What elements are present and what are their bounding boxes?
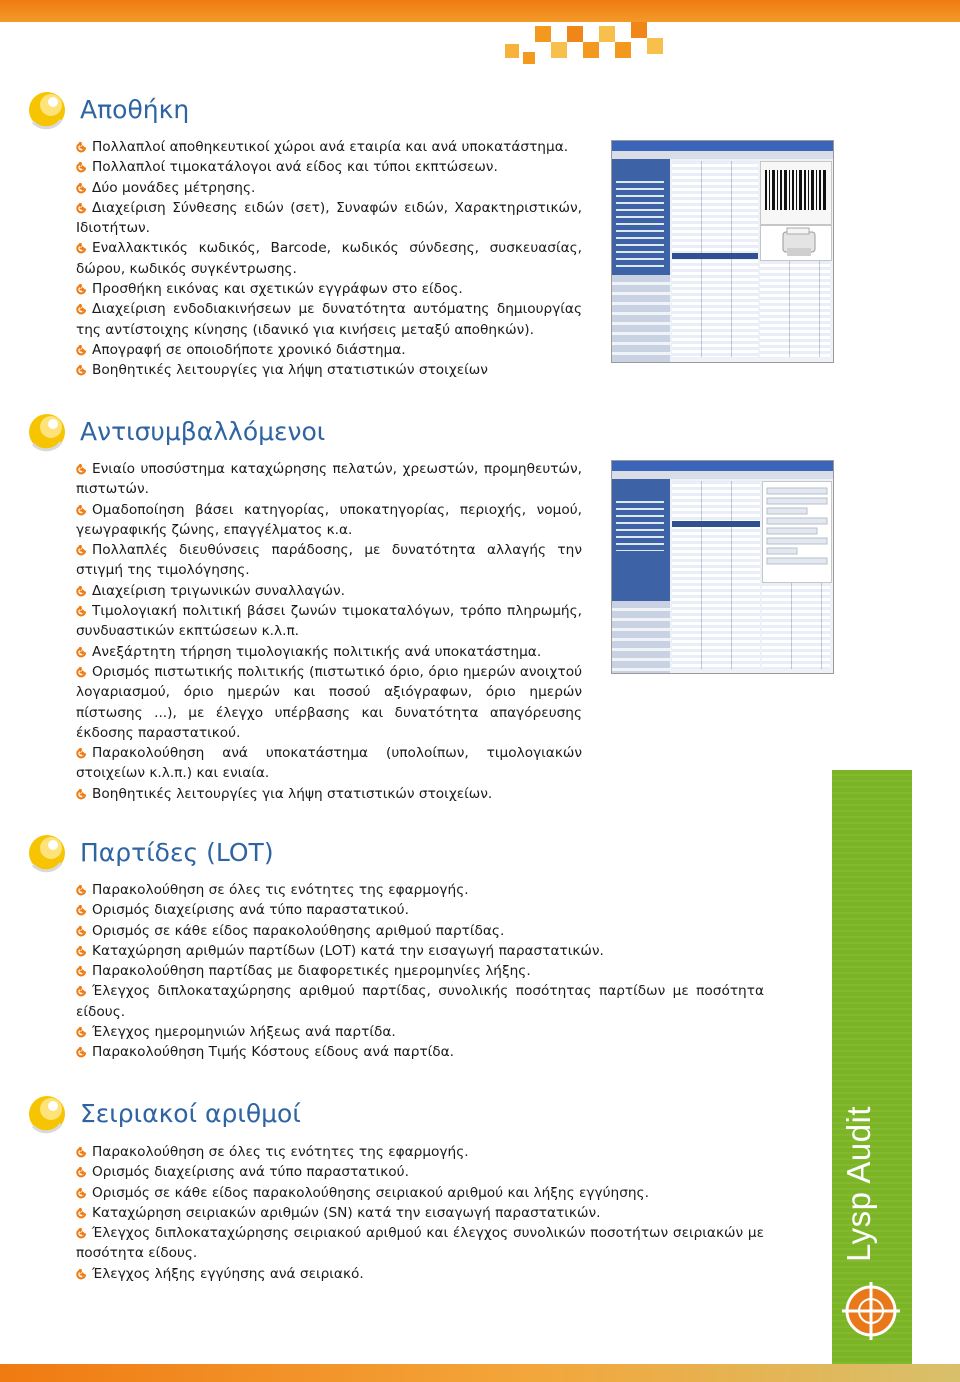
section-title-lots: Παρτίδες (LOT) (80, 838, 274, 867)
arrow-icon (76, 304, 87, 315)
section-bullet-icon (27, 1092, 69, 1134)
window-menubar (612, 151, 833, 159)
arrow-icon (76, 243, 87, 254)
list-item: Πολλαπλοί τιμοκατάλογοι ανά είδος και τύποι εκπτώσεων. (76, 157, 582, 177)
section-title-serials: Σειριακοί αριθμοί (80, 1099, 301, 1128)
arrow-icon (76, 986, 87, 997)
customers-grid (672, 481, 760, 669)
lots-bullet-list (76, 880, 764, 1063)
list-item: Έλεγχος ημερομηνιών λήξεως ανά παρτίδα. (76, 1022, 764, 1042)
list-item: Ορισμός σε κάθε είδος παρακολούθησης αριθμού παρτίδας. (76, 921, 764, 941)
arrow-icon (76, 505, 87, 516)
list-item: Ορισμός διαχείρισης ανά τύπο παραστατικού. (76, 1162, 764, 1182)
serials-bullet-list (76, 1142, 764, 1284)
arrow-icon (76, 545, 87, 556)
arrow-icon (76, 1228, 87, 1239)
list-item: Ορισμός σε κάθε είδος παρακολούθησης σειριακού αριθμού και λήξης εγγύησης. (76, 1183, 764, 1203)
contacts-bullet-list (76, 459, 582, 804)
module-list (612, 275, 670, 362)
customer-balance-grid (762, 583, 830, 669)
warehouse-app-screenshot (611, 140, 834, 363)
arrow-icon (76, 586, 87, 597)
list-item: Προσθήκη εικόνας και σχετικών εγγράφων στο είδος. (76, 279, 582, 299)
selected-row (672, 521, 760, 527)
customer-form-panel (762, 481, 832, 583)
section-bullet-icon (27, 410, 69, 452)
module-list (612, 601, 670, 673)
list-item: Ορισμός πιστωτικής πολιτικής (πιστωτικό όριο, όριο ημερών ανοιχτού λογαριασμού, όριο ημερών και ποσού αξιόγραφων, όριο ημερών πίστωσης ...), με έλεγχο υπέρβασης και δυνατότητα απαγόρευσης έκδοσης παραστατικού. (76, 663, 582, 741)
section-title-warehouse: Αποθήκη (80, 95, 190, 124)
arrow-icon (76, 926, 87, 937)
printer-icon (761, 226, 831, 260)
list-item: Τιμολογιακή πολιτική βάσει ζωνών τιμοκαταλόγων, τρόπο πληρωμής, συνδυαστικών εκπτώσεων κ.λ.π. (76, 603, 582, 640)
product-image-panel (760, 225, 832, 261)
section-bullet-icon (27, 831, 69, 873)
list-item: Πολλαπλοί αποθηκευτικοί χώροι ανά εταιρία και ανά υποκατάστημα. (76, 137, 582, 157)
list-item: Παρακολούθηση σε όλες τις ενότητες της εφαρμογής. (76, 1142, 764, 1162)
arrow-icon (76, 142, 87, 153)
arrow-icon (76, 748, 87, 759)
item-details-grid (760, 261, 830, 357)
arrow-icon (76, 647, 87, 658)
list-item: Βοηθητικές λειτουργίες για λήψη στατιστικών στοιχείων. (76, 784, 582, 804)
list-item: Έλεγχος λήξης εγγύησης ανά σειριακό. (76, 1264, 764, 1284)
barcode-icon (761, 162, 831, 224)
contacts-app-screenshot (611, 460, 834, 674)
arrow-icon (76, 606, 87, 617)
arrow-icon (76, 885, 87, 896)
arrow-icon (76, 284, 87, 295)
brand-side-panel (832, 770, 912, 1364)
list-item: Παρακολούθηση Τιμής Κόστους είδους ανά παρτίδα. (76, 1042, 764, 1062)
arrow-icon (76, 162, 87, 173)
form-fields-icon (763, 482, 831, 582)
list-item: Παρακολούθηση παρτίδας με διαφορετικές ημερομηνίες λήξης. (76, 961, 764, 981)
list-item: Ενιαίο υποσύστημα καταχώρησης πελατών, χρεωστών, προμηθευτών, πιστωτών. (76, 461, 582, 498)
arrow-icon (76, 345, 87, 356)
footer-orange-bar (0, 1364, 960, 1382)
list-item: Διαχείριση ενδοδιακινήσεων με δυνατότητα αυτόματης δημιουργίας της αντίστοιχης κίνησης (ιδανικό για κινήσεις μεταξύ αποθηκών). (76, 301, 582, 338)
list-item: Παρακολούθηση ανά υποκατάστημα (υπολοίπων, τιμολογιακών στοιχείων κ.λ.π.) και ενιαία. (76, 745, 582, 782)
arrow-icon (76, 905, 87, 916)
window-titlebar (612, 141, 833, 151)
header-orange-bar (0, 0, 960, 22)
arrow-icon (76, 183, 87, 194)
arrow-icon (76, 966, 87, 977)
section-title-contacts: Αντισυμβαλλόμενοι (80, 417, 326, 446)
barcode-panel (760, 161, 832, 225)
arrow-icon (76, 1269, 87, 1280)
list-item: Ομαδοποίηση βάσει κατηγορίας, υποκατηγορίας, περιοχής, νομού, γεωγραφικής ζώνης, επαγγέλματος κ.α. (76, 501, 582, 538)
arrow-icon (76, 464, 87, 475)
list-item: Εναλλακτικός κωδικός, Barcode, κωδικός σύνδεσης, συσκευασίας, δώρου, κωδικός συγκέντρωσης. (76, 240, 582, 277)
arrow-icon (76, 1208, 87, 1219)
brand-logo-icon (838, 1278, 904, 1344)
list-item: Παρακολούθηση σε όλες τις ενότητες της εφαρμογής. (76, 880, 764, 900)
list-item: Έλεγχος διπλοκαταχώρησης σειριακού αριθμού και έλεγχος συνολικών ποσοτήτων σειριακών με ποσότητα είδους. (76, 1225, 764, 1262)
list-item: Ορισμός διαχείρισης ανά τύπο παραστατικού. (76, 900, 764, 920)
list-item: Απογραφή σε οποιοδήποτε χρονικό διάστημα. (76, 340, 582, 360)
window-menubar (612, 471, 833, 479)
list-item: Πολλαπλές διευθύνσεις παράδοσης, με δυνατότητα αλλαγής την στιγμή της τιμολόγησης. (76, 542, 582, 579)
list-item: Βοηθητικές λειτουργίες για λήψη στατιστικών στοιχείων (76, 360, 582, 380)
list-item: Διαχείριση τριγωνικών συναλλαγών. (76, 581, 582, 601)
arrow-icon (76, 203, 87, 214)
list-item: Δύο μονάδες μέτρησης. (76, 178, 582, 198)
selected-row (672, 253, 758, 259)
arrow-icon (76, 946, 87, 957)
window-titlebar (612, 461, 833, 471)
list-item: Διαχείριση Σύνθεσης ειδών (σετ), Συναφών ειδών, Χαρακτηριστικών, Ιδιοτήτων. (76, 199, 582, 237)
arrow-icon (76, 365, 87, 376)
arrow-icon (76, 1047, 87, 1058)
arrow-icon (76, 1147, 87, 1158)
list-item: Καταχώρηση σειριακών αριθμών (SN) κατά την εισαγωγή παραστατικών. (76, 1203, 764, 1223)
list-item: Έλεγχος διπλοκαταχώρησης αριθμού παρτίδας, συνολικής ποσότητας παρτίδων με ποσότητα είδους. (76, 983, 764, 1020)
items-grid (672, 161, 758, 357)
brand-name (840, 1222, 878, 1262)
arrow-icon (76, 789, 87, 800)
arrow-icon (76, 667, 87, 678)
checker-pattern-decoration (505, 18, 665, 70)
arrow-icon (76, 1027, 87, 1038)
list-item: Ανεξάρτητη τήρηση τιμολογιακής πολιτικής ανά υποκατάστημα. (76, 642, 582, 662)
arrow-icon (76, 1167, 87, 1178)
arrow-icon (76, 1188, 87, 1199)
section-bullet-icon (27, 88, 69, 130)
list-item: Καταχώρηση αριθμών παρτίδων (LOT) κατά την εισαγωγή παραστατικών. (76, 941, 764, 961)
warehouse-bullet-list (76, 137, 582, 381)
